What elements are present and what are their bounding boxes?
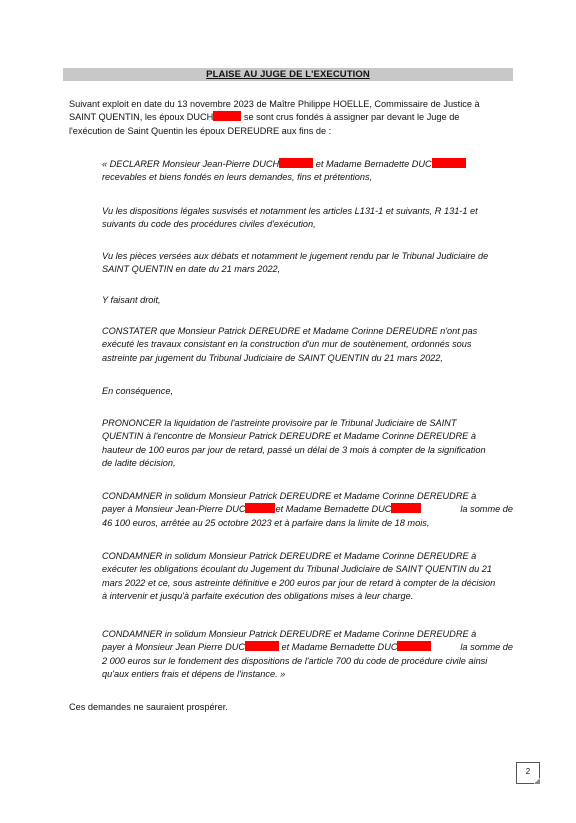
text-line: 46 100 euros, arrêtée au 25 octobre 2023 et à parfaire dans la limite de 18 mois, — [102, 517, 430, 528]
quote-paragraph-faisant-droit — [102, 294, 513, 307]
redaction-box — [279, 158, 313, 168]
text-line: payer à Monsieur Jean Pierre DUC et Madame Bernadette DUC la somme de — [102, 642, 513, 653]
quote-paragraph-vu-dispositions — [102, 205, 513, 232]
text-line: Y faisant droit, — [102, 295, 161, 305]
intro-line: l'exécution de Saint Quentin les époux DEREUDRE aux fins de : — [69, 125, 332, 136]
intro-paragraph — [69, 98, 513, 138]
redaction-box — [391, 503, 421, 513]
text-line: CONDAMNER in solidum Monsieur Patrick DEREUDRE et Madame Corinne DEREUDRE à — [102, 629, 477, 639]
text-line: qu'aux entiers frais et dépens de l'instance. » — [102, 669, 286, 680]
closing-paragraph — [69, 701, 228, 714]
redaction-box — [245, 503, 275, 513]
quote-paragraph-condamner-payer — [102, 490, 513, 530]
quote-paragraph-prononcer — [102, 417, 513, 471]
text-line: QUENTIN à l'encontre de Monsieur Patrick DEREUDRE et Madame Corinne DEREUDRE à — [102, 431, 476, 442]
text-line: CONDAMNER in solidum Monsieur Patrick DEREUDRE et Madame Corinne DEREUDRE à — [102, 491, 477, 501]
quote-paragraph-condamner-article-700 — [102, 628, 513, 682]
redaction-box — [397, 641, 431, 651]
text-line: exécuté les travaux consistant en la construction d'un mur de soutènement, ordonnés sous — [102, 339, 472, 350]
text-line: 2 000 euros sur le fondement des dispositions de l'article 700 du code de procédure civile ainsi — [102, 655, 488, 666]
text-line: Ces demandes ne sauraient prospérer. — [69, 702, 228, 712]
text-line: de ladite décision, — [102, 458, 176, 469]
text-line: Vu les dispositions légales susvisés et notamment les articles L131-1 et suivants, R 131-1 et — [102, 206, 478, 216]
heading-banner — [63, 68, 513, 81]
quote-paragraph-declarer — [102, 158, 513, 185]
quote-paragraph-constater — [102, 325, 513, 365]
redaction-box — [213, 111, 241, 121]
quote-paragraph-condamner-executer — [102, 550, 513, 604]
text-line: payer à Monsieur Jean-Pierre DUC et Madame Bernadette DUC la somme de — [102, 504, 513, 515]
text-line: suivants du code des procédures civiles d'exécution, — [102, 219, 316, 230]
text-line: En conséquence, — [102, 386, 174, 396]
page-number: 2 — [516, 762, 540, 784]
text-line: Vu les pièces versées aux débats et notamment le jugement rendu par le Tribunal Judiciaire de — [102, 251, 489, 261]
text-line: mars 2022 et ce, sous astreinte définitive e 200 euros par jour de retard à compter de la décision — [102, 577, 496, 588]
redaction-box — [432, 158, 466, 168]
quote-paragraph-vu-pieces — [102, 250, 513, 277]
text-line: « DECLARER Monsieur Jean-Pierre DUCH et Madame Bernadette DUC — [102, 158, 513, 171]
text-line: CONSTATER que Monsieur Patrick DEREUDRE et Madame Corinne DEREUDRE n'ont pas — [102, 326, 478, 336]
text-line: PRONONCER la liquidation de l'astreinte provisoire par le Tribunal Judiciaire de SAINT — [102, 418, 457, 428]
text-line: recevables et biens fondés en leurs demandes, fins et prétentions, — [102, 172, 373, 183]
quote-paragraph-consequence — [102, 385, 513, 398]
text-line: exécuter les obligations écoulant du Jugement du Tribunal Judiciaire de SAINT QUENTIN du 21 — [102, 564, 492, 575]
text-line: CONDAMNER in solidum Monsieur Patrick DEREUDRE et Madame Corinne DEREUDRE à — [102, 551, 477, 561]
text-line: SAINT QUENTIN en date du 21 mars 2022, — [102, 264, 281, 275]
text-line: hauteur de 100 euros par jour de retard, passé un délai de 3 mois à compter de la signification — [102, 444, 486, 455]
page-title: PLAISE AU JUGE DE L'EXECUTION — [206, 69, 370, 80]
text-line: à intervenir et jusqu'à parfaite exécution des obligations mises à leur charge. — [102, 591, 414, 602]
intro-line: Suivant exploit en date du 13 novembre 2023 de Maître Philippe HOELLE, Commissaire de Justice à — [69, 99, 480, 109]
text-line: astreinte par jugement du Tribunal Judiciaire de SAINT QUENTIN du 21 mars 2022, — [102, 352, 443, 363]
redaction-box — [245, 641, 279, 651]
intro-line: SAINT QUENTIN, les époux DUCH se sont crus fondés à assigner par devant le Juge de — [69, 112, 460, 123]
